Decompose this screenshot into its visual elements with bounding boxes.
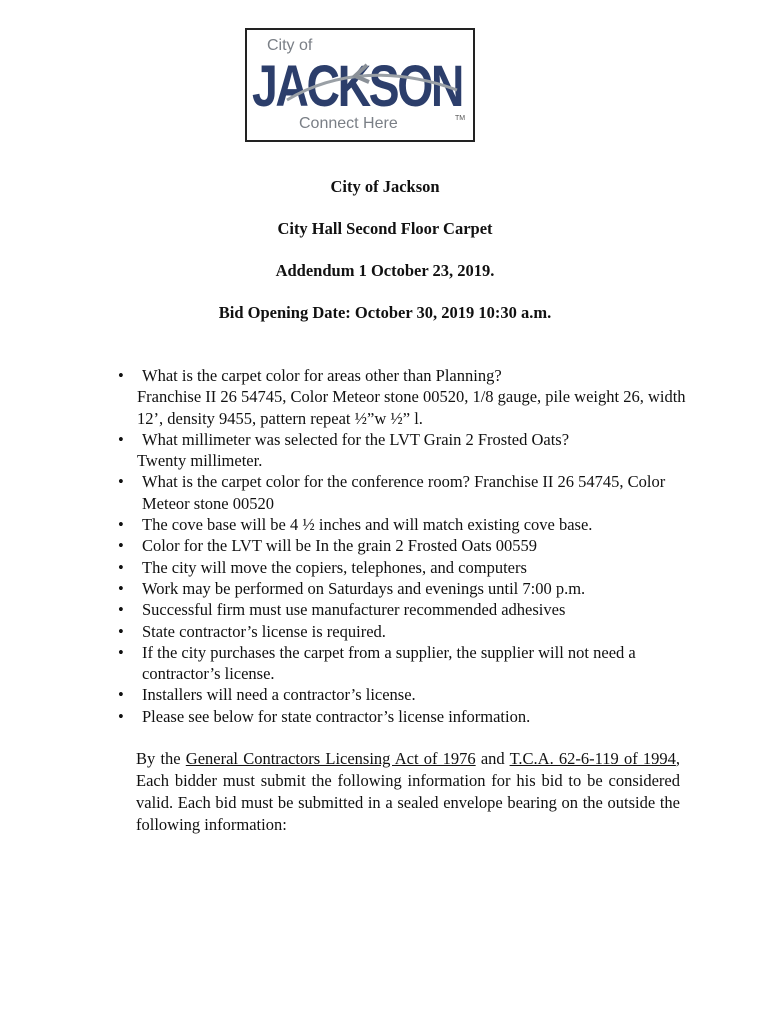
list-item <box>112 706 692 727</box>
bullet-icon: • <box>118 366 124 385</box>
list-item-text: State contractor’s license is required. <box>142 621 386 641</box>
tca-reference: T.C.A. 62-6-119 of 1994 <box>509 749 676 768</box>
list-item <box>112 429 692 472</box>
licensing-act-reference: General Contractors Licensing Act of 1976 <box>185 749 476 768</box>
logo-trademark-text: TM <box>455 115 466 122</box>
list-item-text: Installers will need a contractor’s license. <box>142 685 416 705</box>
bullet-icon: • <box>118 429 124 449</box>
list-item <box>112 621 692 642</box>
list-item <box>112 642 692 685</box>
jackson-logo-graphic <box>247 30 473 140</box>
bullet-icon: • <box>118 536 124 556</box>
list-item-text: Successful firm must use manufacturer recommended adhesives <box>142 600 566 620</box>
bullet-icon: • <box>118 515 124 535</box>
list-item-answer: Twenty millimeter. <box>137 451 263 471</box>
bullet-icon: • <box>118 642 124 662</box>
paragraph-prefix: By the <box>136 749 186 768</box>
logo-tagline-text: Connect Here <box>299 115 398 132</box>
list-item-text: Please see below for state contractor’s license information. <box>142 706 531 726</box>
list-item-text: If the city purchases the carpet from a supplier, the supplier will not need a contractor’s license. <box>142 642 636 684</box>
city-logo <box>245 28 475 142</box>
logo-wordmark-text: JACKSON <box>252 54 462 119</box>
list-item <box>112 599 692 620</box>
list-item <box>112 578 692 599</box>
bullet-icon: • <box>118 557 124 577</box>
list-item <box>112 471 692 514</box>
bullet-icon: • <box>118 621 124 641</box>
list-item-text: Color for the LVT will be In the grain 2 Frosted Oats 00559 <box>142 536 538 556</box>
list-item <box>112 557 692 578</box>
list-item-text: The city will move the copiers, telephones, and computers <box>142 557 527 577</box>
list-item-answer: Franchise II 26 54745, Color Meteor stone 00520, 1/8 gauge, pile weight 26, width 12’, density 9455, pattern repeat ½”w ½” l. <box>137 387 686 428</box>
licensing-paragraph <box>136 748 680 836</box>
heading-org: City of Jackson <box>330 177 440 196</box>
heading-addendum: Addendum 1 October 23, 2019. <box>275 261 495 280</box>
logo-city-of-text: City of <box>267 37 313 54</box>
list-item <box>112 365 692 429</box>
list-item-text: What is the carpet color for areas other than Planning? <box>142 366 502 385</box>
heading-project: City Hall Second Floor Carpet <box>277 219 493 238</box>
bullet-icon: • <box>118 472 124 492</box>
list-item <box>112 535 692 556</box>
addendum-bullet-list <box>112 365 692 727</box>
list-item <box>112 684 692 705</box>
bullet-icon: • <box>118 706 124 726</box>
list-item-text: The cove base will be 4 ½ inches and will match existing cove base. <box>142 515 593 535</box>
heading-bid-opening: Bid Opening Date: October 30, 2019 10:30 a.m. <box>218 303 552 322</box>
paragraph-mid: and <box>475 749 510 768</box>
list-item-text: What millimeter was selected for the LVT Grain 2 Frosted Oats? <box>142 429 570 449</box>
list-item <box>112 514 692 535</box>
list-item-text: Work may be performed on Saturdays and evenings until 7:00 p.m. <box>142 578 586 598</box>
paragraph-suffix: , Each bidder must submit the following information for his bid to be considered valid. Each bid must be submitted in a sealed envelope bearing on the outside the following information: <box>136 749 681 834</box>
bullet-icon: • <box>118 600 124 620</box>
bullet-icon: • <box>118 578 124 598</box>
list-item-text: What is the carpet color for the conference room? Franchise II 26 54745, Color Meteor stone 00520 <box>142 472 666 513</box>
bullet-icon: • <box>118 685 124 705</box>
